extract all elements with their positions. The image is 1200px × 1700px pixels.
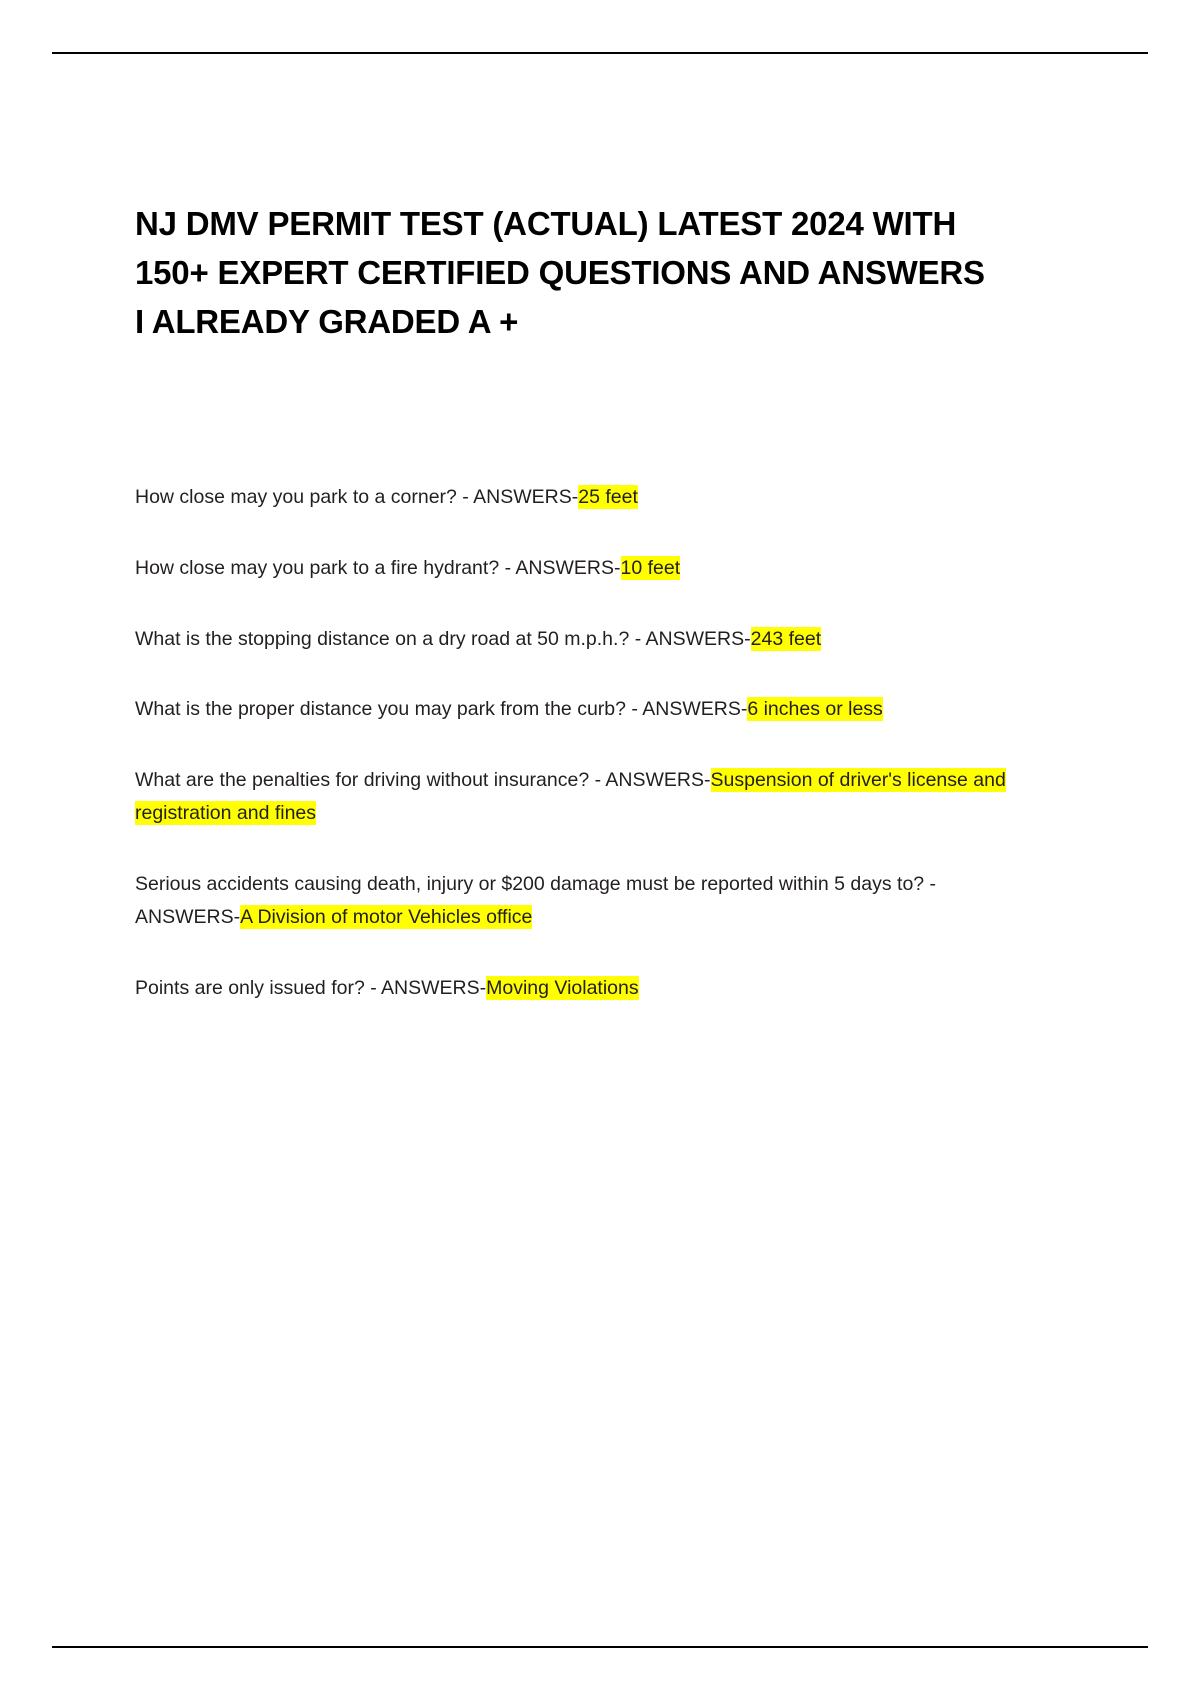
- qa-item: [135, 693, 1015, 727]
- qa-list: [135, 481, 1035, 1005]
- qa-item: [135, 972, 1015, 1006]
- qa-item: [135, 868, 1015, 935]
- qa-answer-highlight: 243 feet: [750, 627, 822, 650]
- document-content: [135, 200, 1035, 1042]
- page-title: NJ DMV PERMIT TEST (ACTUAL) LATEST 2024 WITH 150+ EXPERT CERTIFIED QUESTIONS AND ANSWERS I ALREADY GRADED A +: [135, 205, 985, 340]
- qa-item: [135, 552, 1015, 586]
- qa-item: [135, 481, 1015, 515]
- qa-answer-highlight: 25 feet: [578, 486, 638, 509]
- qa-answer-highlight: 10 feet: [620, 557, 681, 580]
- qa-question: What are the penalties for driving without insurance? - ANSWERS-: [135, 768, 711, 791]
- qa-answer-highlight: A Division of motor Vehicles office: [240, 906, 533, 929]
- qa-item: [135, 764, 1015, 831]
- qa-question: What is the stopping distance on a dry road at 50 m.p.h.? - ANSWERS-: [135, 627, 751, 650]
- qa-question: How close may you park to a corner? - ANSWERS-: [135, 486, 579, 509]
- qa-answer-highlight: 6 inches or less: [747, 698, 883, 721]
- qa-question: What is the proper distance you may park from the curb? - ANSWERS-: [135, 698, 748, 721]
- qa-question: Serious accidents causing death, injury or $200 damage must be reported within 5 days to? - ANSWERS-: [135, 872, 937, 929]
- qa-answer-highlight: Suspension of driver's license and registration and fines: [135, 768, 1006, 825]
- qa-answer-highlight: Moving Violations: [486, 976, 639, 999]
- page-top-rule: [52, 52, 1148, 54]
- page-bottom-rule: [52, 1646, 1148, 1648]
- qa-item: [135, 623, 1015, 657]
- qa-question: Points are only issued for? - ANSWERS-: [135, 976, 487, 999]
- qa-question: How close may you park to a fire hydrant? - ANSWERS-: [135, 557, 621, 580]
